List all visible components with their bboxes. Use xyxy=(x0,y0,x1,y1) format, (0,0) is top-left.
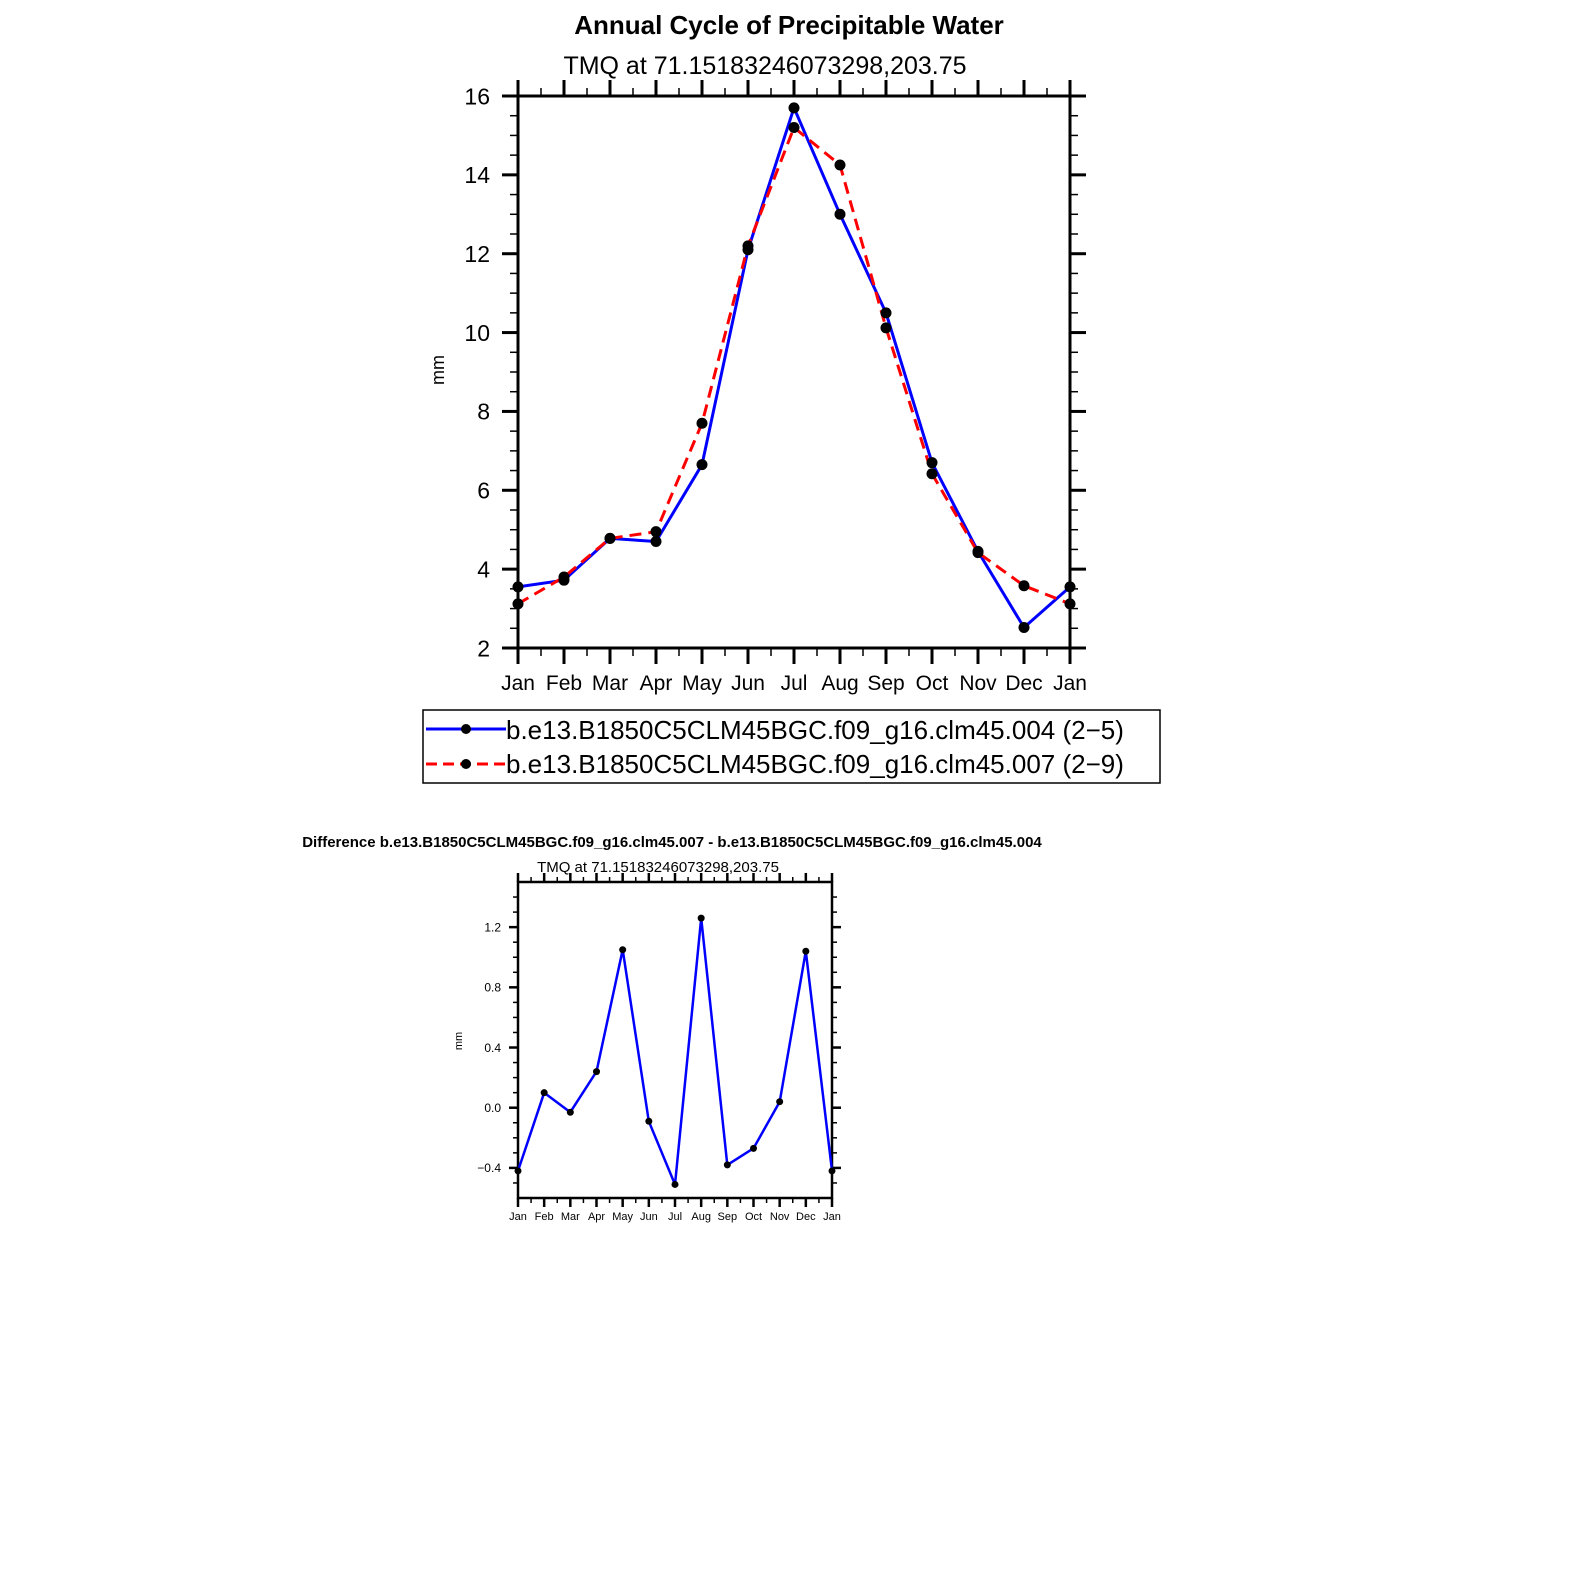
x-tick-label: Jan xyxy=(501,672,535,695)
y-tick-label: 6 xyxy=(477,477,490,504)
series-1-point xyxy=(672,1181,679,1188)
series-2-point xyxy=(559,572,570,583)
y-tick-label: 8 xyxy=(477,398,490,425)
series-1-point xyxy=(515,1167,522,1174)
series-2-point xyxy=(835,160,846,171)
series-1-point xyxy=(881,307,892,318)
series-1-line xyxy=(518,108,1070,628)
x-tick-label: Feb xyxy=(534,1211,554,1223)
main-chart-plot-area xyxy=(513,102,1076,633)
y-tick-label: 14 xyxy=(464,162,490,189)
x-tick-label: May xyxy=(682,672,722,695)
x-tick-label: Dec xyxy=(796,1211,816,1223)
x-tick-label: Apr xyxy=(587,1211,606,1223)
difference-chart-title: Difference b.e13.B1850C5CLM45BGC.f09_g16.clm45.007 - b.e13.B1850C5CLM45BGC.f09_g16.clm45.004 xyxy=(302,834,1042,851)
y-tick-label: 0.4 xyxy=(484,1040,501,1055)
series-1-point xyxy=(651,536,662,547)
x-tick-label: Sep xyxy=(717,1211,738,1223)
x-tick-label: Apr xyxy=(639,672,673,695)
series-1-point xyxy=(750,1145,757,1152)
series-2-point xyxy=(973,547,984,558)
diff-plot-frame xyxy=(518,882,832,1198)
x-tick-label: May xyxy=(612,1211,634,1223)
difference-chart xyxy=(302,834,1042,1223)
x-tick-label: Jul xyxy=(780,672,808,695)
x-tick-label: Jan xyxy=(509,1211,527,1223)
series-1-point xyxy=(927,457,938,468)
difference-chart-axes xyxy=(477,873,841,1223)
x-tick-label: Feb xyxy=(545,672,583,695)
series-1-point xyxy=(1065,581,1076,592)
x-tick-label: Sep xyxy=(867,672,905,695)
y-tick-label: 1.2 xyxy=(484,920,501,935)
series-2-point xyxy=(651,526,662,537)
x-tick-label: Mar xyxy=(591,672,629,695)
x-tick-label: Jan xyxy=(823,1211,841,1223)
main-chart-subtitle: TMQ at 71.15183246073298,203.75 xyxy=(563,52,967,80)
difference-chart-plot-area xyxy=(515,915,836,1188)
series-1-point xyxy=(789,102,800,113)
series-1-point xyxy=(835,209,846,220)
series-2-point xyxy=(927,468,938,479)
series-2-point xyxy=(881,322,892,333)
series-1-point xyxy=(513,581,524,592)
series-2-point xyxy=(743,240,754,251)
series-1-point xyxy=(593,1068,600,1075)
series-1-point xyxy=(829,1167,836,1174)
difference-chart-subtitle: TMQ at 71.15183246073298,203.75 xyxy=(537,859,779,876)
series-1-point xyxy=(1019,622,1030,633)
series-2-point xyxy=(605,533,616,544)
series-2-point xyxy=(789,122,800,133)
y-tick-label: 10 xyxy=(464,319,490,346)
x-tick-label: Jan xyxy=(1053,672,1087,695)
series-1-line xyxy=(518,918,832,1184)
series-2-point xyxy=(1065,598,1076,609)
legend-marker-2 xyxy=(461,759,471,769)
series-1-point xyxy=(724,1161,731,1168)
y-tick-label: 4 xyxy=(477,556,490,583)
x-tick-label: Nov xyxy=(959,672,997,695)
x-tick-label: Mar xyxy=(560,1211,580,1223)
series-2-point xyxy=(697,418,708,429)
legend-entry-2 xyxy=(426,749,1124,779)
series-1-point xyxy=(645,1118,652,1125)
series-2-point xyxy=(1019,580,1030,591)
x-tick-label: Nov xyxy=(769,1211,790,1223)
series-1-point xyxy=(697,459,708,470)
figure-title: Annual Cycle of Precipitable Water xyxy=(574,10,1004,40)
series-1-point xyxy=(619,946,626,953)
y-tick-label: 12 xyxy=(464,240,490,267)
y-tick-label: −0.4 xyxy=(477,1161,501,1176)
x-tick-label: Oct xyxy=(915,672,949,695)
x-tick-label: Aug xyxy=(691,1211,711,1223)
y-tick-label: 2 xyxy=(477,635,490,662)
y-tick-label: 0.8 xyxy=(484,980,501,995)
main-chart-ylabel: mm xyxy=(428,355,448,385)
y-tick-label: 0.0 xyxy=(484,1101,501,1116)
legend-marker-1 xyxy=(461,724,471,734)
y-tick-label: 16 xyxy=(464,83,490,110)
legend-entry-1 xyxy=(426,715,1124,745)
legend xyxy=(423,710,1160,783)
series-2-line xyxy=(518,128,1070,604)
series-1-point xyxy=(802,948,809,955)
legend-label-1: b.e13.B1850C5CLM45BGC.f09_g16.clm45.004 (2−5) xyxy=(506,715,1124,745)
legend-label-2: b.e13.B1850C5CLM45BGC.f09_g16.clm45.007 (2−9) xyxy=(506,749,1124,779)
main-chart xyxy=(428,52,1087,695)
x-tick-label: Oct xyxy=(744,1211,763,1223)
series-2-point xyxy=(513,598,524,609)
x-tick-label: Jul xyxy=(667,1211,683,1223)
x-tick-label: Jun xyxy=(731,672,765,695)
x-tick-label: Aug xyxy=(821,672,859,695)
difference-chart-ylabel: mm xyxy=(453,1031,465,1051)
x-tick-label: Dec xyxy=(1005,672,1043,695)
series-1-point xyxy=(776,1098,783,1105)
series-1-point xyxy=(567,1109,574,1116)
series-1-point xyxy=(698,915,705,922)
x-tick-label: Jun xyxy=(639,1211,658,1223)
series-1-point xyxy=(541,1089,548,1096)
